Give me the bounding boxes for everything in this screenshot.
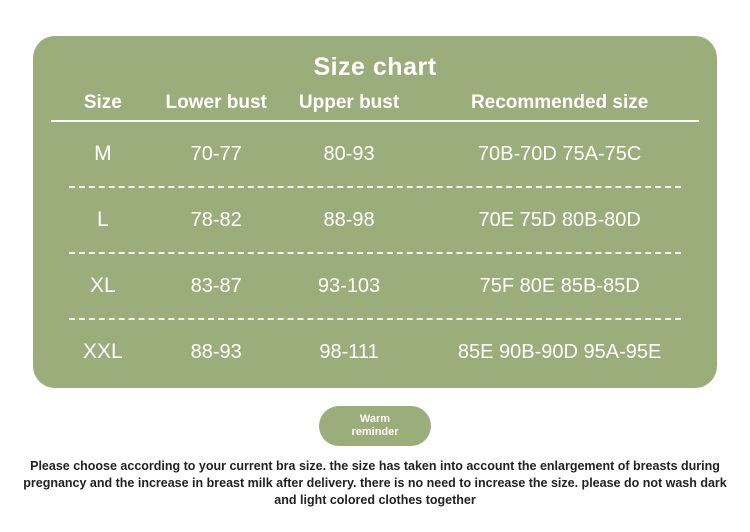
cell-size: L — [96, 208, 109, 231]
warm-reminder-line2: reminder — [351, 426, 399, 438]
size-table — [33, 92, 717, 120]
table-row — [51, 254, 699, 318]
column-header-upper-bust: Upper bust — [298, 92, 400, 113]
size-chart-card — [33, 36, 717, 388]
table-row — [51, 188, 699, 252]
cell-lower-bust: 78-82 — [190, 208, 242, 231]
header-divider — [51, 120, 699, 122]
footer-note: Please choose according to your current bra size. the size has taken into account the enlargement of breasts during pregnancy and the increase in breast milk after delivery. there is no need to increase the size. please do not wash dark and light colored clothes together — [23, 459, 727, 507]
cell-upper-bust: 98-111 — [319, 340, 379, 363]
column-header-recommended-size: Recommended size — [470, 92, 649, 113]
cell-lower-bust: 88-93 — [190, 340, 242, 363]
table-row — [51, 320, 699, 384]
cell-recommended: 75F 80E 85B-85D — [479, 274, 640, 297]
page-title: Size chart — [313, 53, 437, 81]
cell-size: M — [94, 142, 112, 165]
column-header-lower-bust: Lower bust — [165, 92, 267, 113]
cell-upper-bust: 93-103 — [317, 274, 381, 297]
table-row — [51, 122, 699, 186]
cell-upper-bust: 80-93 — [323, 142, 375, 165]
cell-size: XXL — [82, 340, 123, 363]
column-header-size: Size — [83, 92, 122, 113]
cell-upper-bust: 88-98 — [323, 208, 375, 231]
cell-recommended: 70E 75D 80B-80D — [478, 208, 641, 231]
cell-lower-bust: 83-87 — [190, 274, 242, 297]
warm-reminder-badge — [319, 406, 431, 446]
cell-recommended: 70B-70D 75A-75C — [477, 142, 642, 165]
cell-size: XL — [89, 274, 116, 297]
cell-lower-bust: 70-77 — [190, 142, 242, 165]
warm-reminder-line1: Warm — [359, 413, 391, 425]
table-header-row — [51, 92, 699, 120]
cell-recommended: 85E 90B-90D 95A-95E — [457, 340, 662, 363]
warm-reminder-wrapper — [0, 406, 750, 446]
size-table-body — [33, 122, 717, 384]
